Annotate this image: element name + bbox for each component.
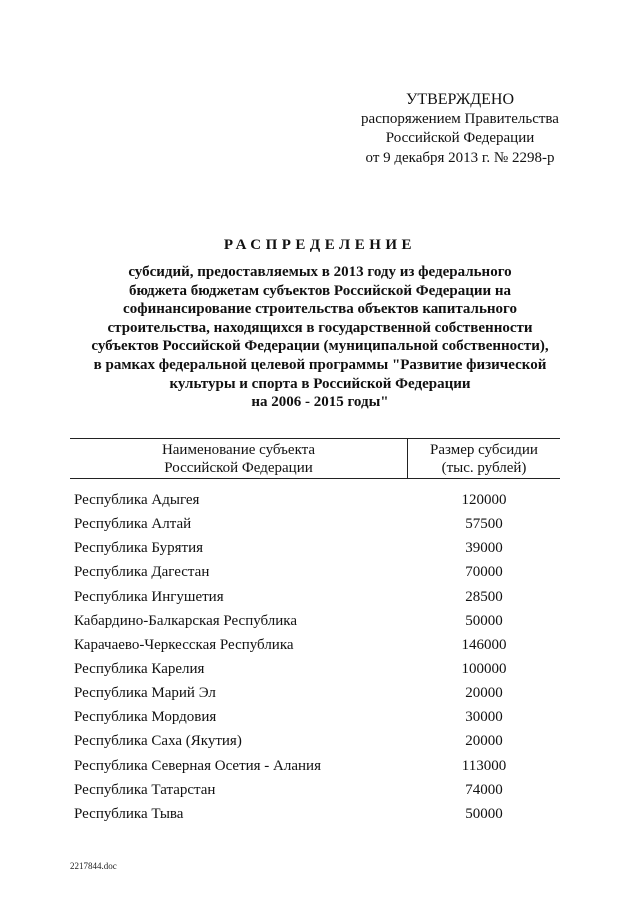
- table-header-rule: [70, 478, 560, 479]
- row-subject: Республика Бурятия: [74, 540, 204, 557]
- approval-line: от 9 декабря 2013 г. № 2298-р: [365, 149, 555, 166]
- row-subsidy: 28500: [465, 588, 503, 605]
- column-header-line: (тыс. рублей): [441, 460, 527, 476]
- row-subsidy: 120000: [461, 492, 507, 508]
- approval-line: распоряжением Правительства: [361, 110, 559, 127]
- row-subsidy: 70000: [465, 564, 503, 581]
- row-subject: Республика Мордовия: [74, 709, 217, 726]
- document-title: РАСПРЕДЕЛЕНИЕ: [223, 237, 417, 253]
- column-header-line: Наименование субъекта: [161, 442, 316, 458]
- row-subsidy: 100000: [461, 660, 507, 677]
- table-row: [0, 613, 640, 637]
- row-subsidy: 30000: [465, 709, 503, 726]
- row-subject: Кабардино-Балкарская Республика: [74, 612, 298, 629]
- row-subject: Республика Татарстан: [74, 781, 216, 798]
- table-row: [0, 806, 640, 830]
- table-row: [0, 661, 640, 685]
- row-subject: Республика Марий Эл: [74, 685, 216, 702]
- column-header-line: Размер субсидии: [430, 442, 538, 458]
- document-subtitle: [70, 263, 570, 412]
- row-subsidy: 50000: [465, 805, 503, 822]
- row-subsidy: 146000: [461, 636, 507, 653]
- column-header-subsidy: [408, 441, 560, 477]
- approval-heading: УТВЕРЖДЕНО: [405, 91, 514, 108]
- row-subject: Республика Саха (Якутия): [74, 733, 242, 750]
- approval-line: Российской Федерации: [385, 130, 535, 146]
- row-subject: Республика Дагестан: [74, 564, 210, 581]
- file-name-footer: 2217844.doc: [70, 861, 117, 871]
- subtitle-line: бюджета бюджетам субъектов Российской Федерации на: [128, 282, 512, 299]
- table-body: [0, 492, 640, 830]
- subtitle-line: строительства, находящихся в государственной собственности: [107, 319, 533, 336]
- subtitle-line: в рамках федеральной целевой программы "Развитие физической: [93, 356, 547, 373]
- row-subject: Республика Северная Осетия - Алания: [74, 757, 321, 774]
- row-subject: Карачаево-Черкесская Республика: [74, 636, 294, 653]
- subtitle-line: субъектов Российской Федерации (муниципальной собственности),: [91, 338, 549, 355]
- table-row: [0, 782, 640, 806]
- subtitle-line: софинансирование строительства объектов капитального: [123, 301, 517, 318]
- row-subject: Республика Ингушетия: [74, 588, 224, 605]
- subtitle-line: на 2006 - 2015 годы": [251, 394, 389, 411]
- column-header-line: Российской Федерации: [164, 460, 313, 476]
- row-subject: Республика Карелия: [74, 660, 205, 677]
- row-subsidy: 57500: [465, 516, 503, 533]
- row-subsidy: 39000: [465, 540, 503, 557]
- subtitle-line: субсидий, предоставляемых в 2013 году из федерального: [128, 264, 512, 280]
- table-row: [0, 733, 640, 757]
- table-row: [0, 492, 640, 516]
- column-header-subject: [70, 441, 407, 477]
- row-subject: Республика Тыва: [74, 805, 184, 822]
- row-subsidy: 20000: [465, 685, 503, 702]
- row-subsidy: 74000: [465, 781, 503, 798]
- table-row: [0, 589, 640, 613]
- table-row: [0, 709, 640, 733]
- subtitle-line: культуры и спорта в Российской Федерации: [169, 375, 471, 392]
- table-row: [0, 637, 640, 661]
- table-top-rule: [70, 438, 560, 439]
- table-row: [0, 516, 640, 540]
- row-subsidy: 50000: [465, 612, 503, 629]
- table-row: [0, 564, 640, 588]
- row-subject: Республика Адыгея: [74, 492, 200, 508]
- row-subsidy: 20000: [465, 733, 503, 750]
- approval-block: [340, 90, 580, 168]
- table-row: [0, 540, 640, 564]
- table-row: [0, 685, 640, 709]
- row-subject: Республика Алтай: [74, 516, 192, 533]
- row-subsidy: 113000: [461, 757, 507, 774]
- table-row: [0, 758, 640, 782]
